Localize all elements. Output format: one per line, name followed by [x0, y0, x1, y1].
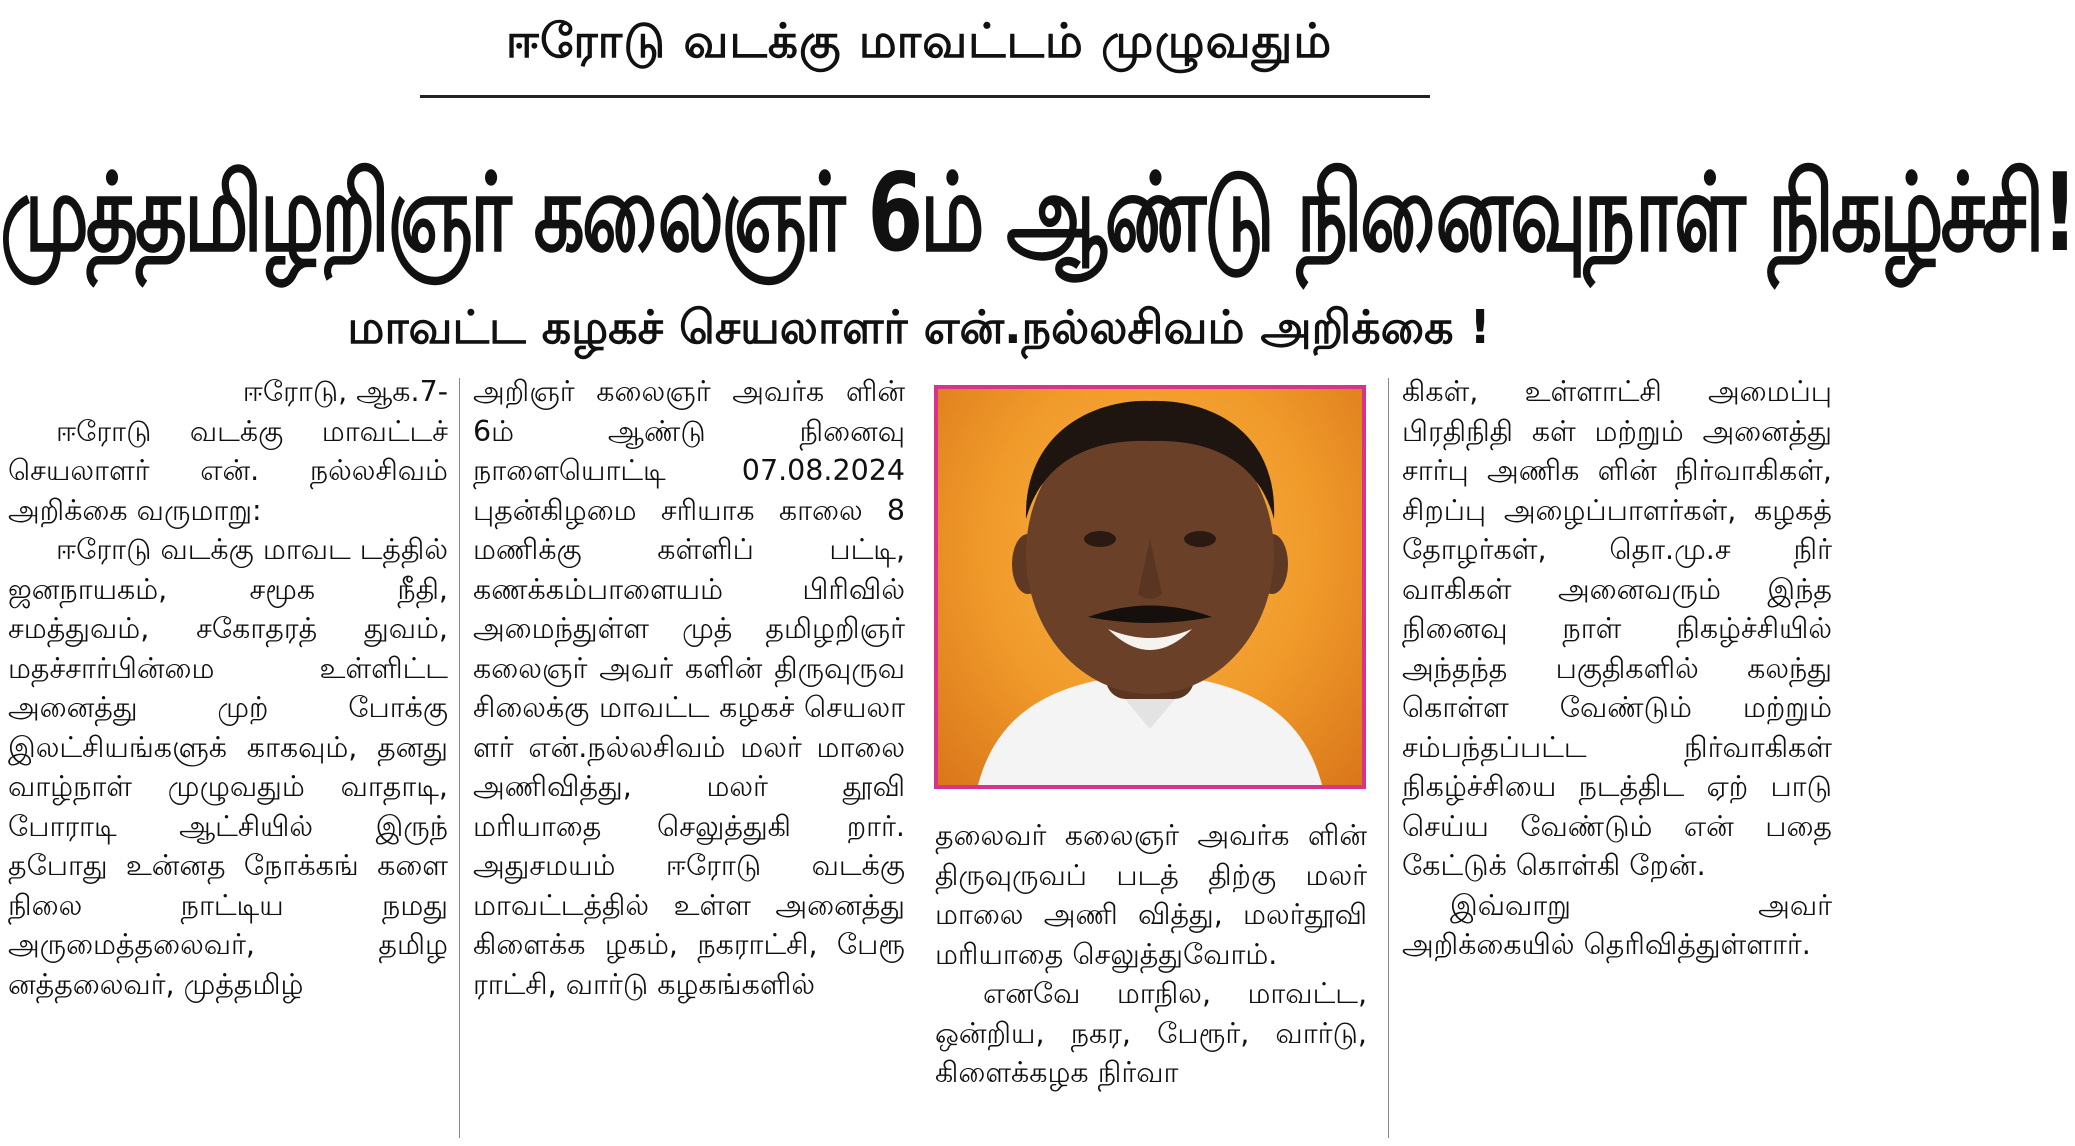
kicker-heading: ஈரோடு வடக்கு மாவட்டம் முழுவதும் — [505, 14, 1333, 69]
article-paragraph: ஈரோடு வடக்கு மாவட டத்தில் ஜனநாயகம், சமூக நீதி, சமத்துவம், சகோதரத் துவம், மதச்சார்பின்மை உள்ளிட்ட அனைத்து முற் போக்கு இலட்சியங்களுக் காகவும், தனது வாழ்நாள் முழுவதும் வாதாடி, போராடி ஆட்சியில் இருந் தபோது உன்னத நோக்கங் களை நிலை நாட்டிய நமது அருமைத்தலைவர், தமிழ னத்தலைவர், முத்தமிழ் — [8, 533, 448, 1001]
column-divider — [1388, 378, 1389, 1138]
article-column-1 — [8, 372, 448, 1004]
article-paragraph: இவ்வாறு அவர் அறிக்கையில் தெரிவித்துள்ளார். — [1402, 888, 1832, 961]
article-paragraph: கிகள், உள்ளாட்சி அமைப்பு பிரதிநிதி கள் மற்றும் அனைத்து சார்பு அணிக ளின் நிர்வாகிகள், சிறப்பு அழைப்பாளர்கள், கழகத் தோழர்கள், தொ.மு.ச நிர் வாகிகள் அனைவரும் இந்த நினைவு நாள் நிகழ்ச்சியில் அந்தந்த பகுதிகளில் கலந்து கொள்ள வேண்டும் மற்றும் சம்பந்தப்பட்ட நிர்வாகிகள் நிகழ்ச்சியை நடத்திட ஏற் பாடு செய்ய வேண்டும் என் பதை கேட்டுக் கொள்கி றேன். — [1402, 375, 1832, 882]
headline: முத்தமிழறிஞர் கலைஞர் 6ம் ஆண்டு நினைவுநாள் நிகழ்ச்சி! — [0, 150, 2075, 276]
subheadline: மாவட்ட கழகச் செயலாளர் என்.நல்லசிவம் அறிக்கை ! — [347, 300, 1491, 354]
portrait-illustration — [938, 389, 1362, 785]
article-column-4 — [1402, 372, 1832, 965]
portrait-photo — [934, 385, 1366, 789]
dateline: ஈரோடு, ஆக.7- — [242, 375, 448, 408]
article-column-2 — [473, 372, 905, 1004]
kicker-underline — [420, 95, 1430, 98]
article-paragraph: அறிஞர் கலைஞர் அவர்க ளின் 6ம் ஆண்டு நினைவு நாளையொட்டி 07.08.2024 புதன்கிழமை சரியாக காலை 8 மணிக்கு கள்ளிப் பட்டி, கணக்கம்பாளையம் பிரிவில் அமைந்துள்ள முத் தமிழறிஞர் கலைஞர் அவர் களின் திருவுருவ சிலைக்கு மாவட்ட கழகச் செயலா ளர் என்.நல்லசிவம் மலர் மாலை அணிவித்து, மலர் தூவி மரியாதை செலுத்துகி றார். அதுசமயம் ஈரோடு வடக்கு மாவட்டத்தில் உள்ள அனைத்து கிளைக்க ழகம், நகராட்சி, பேரூ ராட்சி, வார்டு கழகங்களில் — [473, 375, 905, 1001]
article-column-3 — [935, 816, 1367, 1093]
article-paragraph: எனவே மாநில, மாவட்ட, ஒன்றிய, நகர, பேரூர், வார்டு, கிளைக்கழக நிர்வா — [935, 977, 1367, 1089]
article-paragraph: தலைவர் கலைஞர் அவர்க ளின் திருவுருவப் படத் திற்கு மலர் மாலை அணி வித்து, மலர்தூவி மரியாதை செலுத்துவோம். — [935, 819, 1367, 971]
column-divider — [459, 378, 460, 1138]
article-paragraph: ஈரோடு வடக்கு மாவட்டச் செயலாளர் என். நல்லசிவம் அறிக்கை வருமாறு: — [8, 414, 448, 527]
